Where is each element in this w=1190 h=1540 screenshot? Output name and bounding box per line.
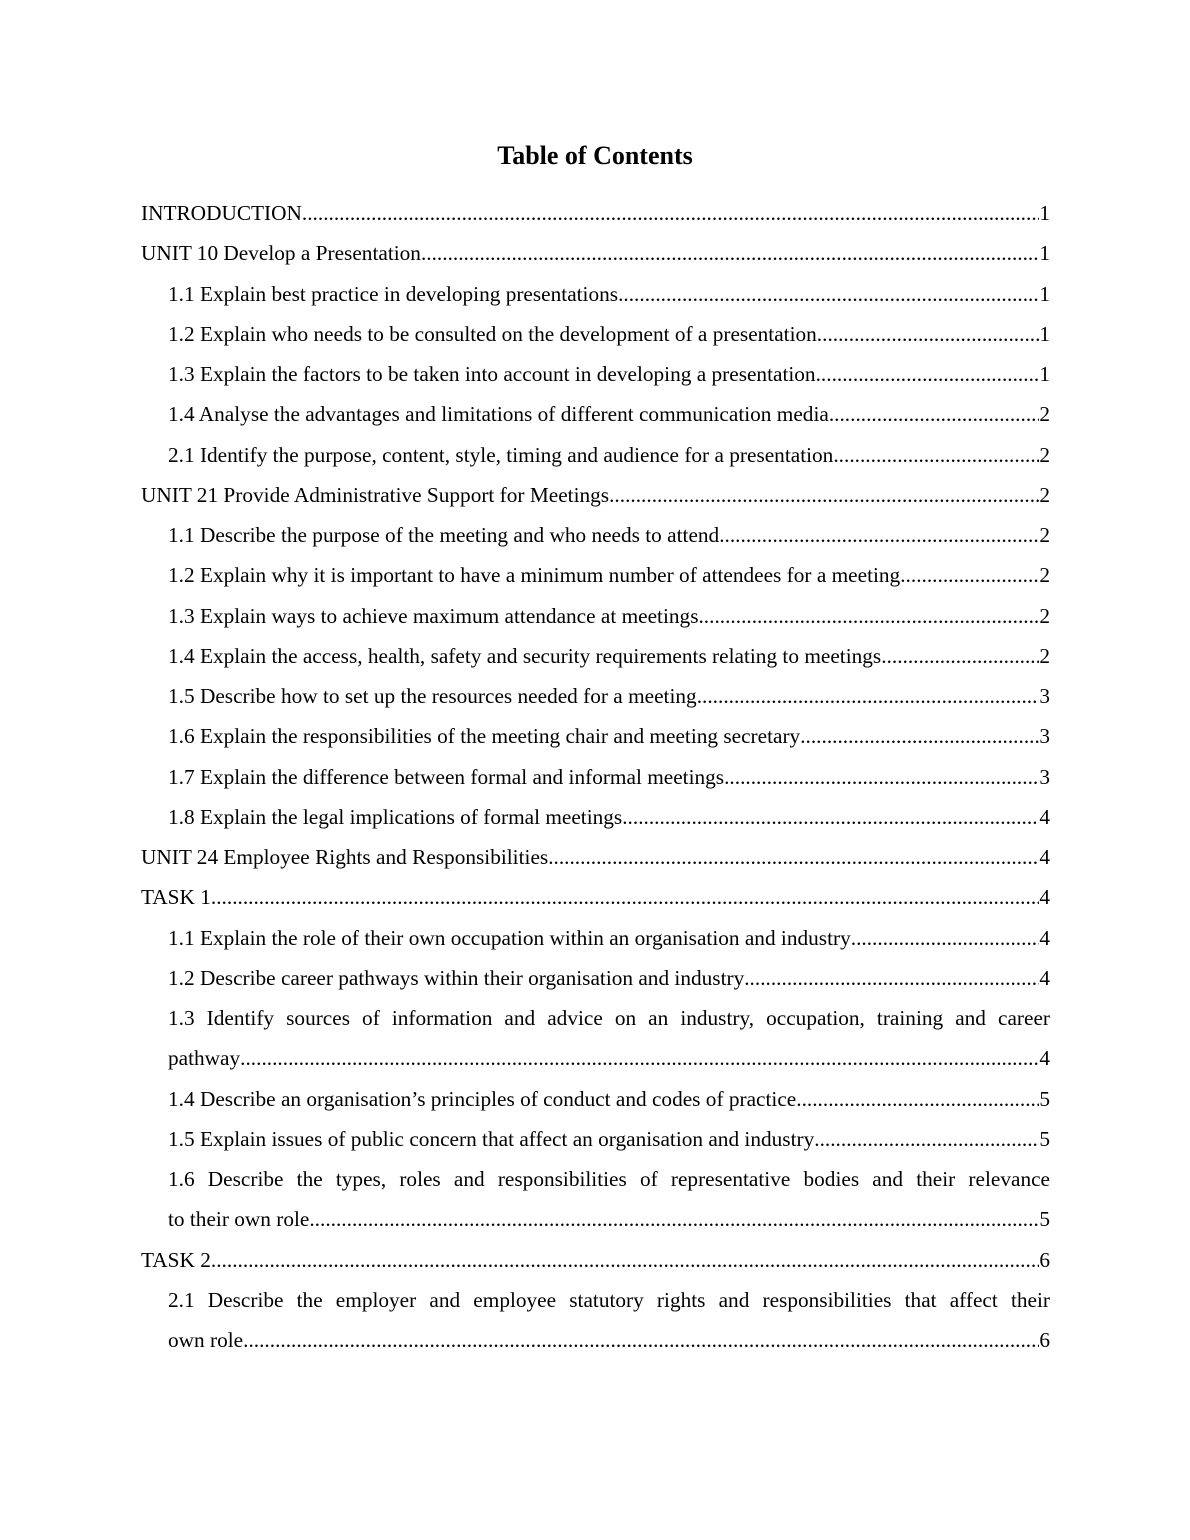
toc-entry-continuation bbox=[168, 1199, 1050, 1239]
toc-entry-label-cont: pathway bbox=[168, 1046, 241, 1071]
toc-page-number: 1 bbox=[1039, 362, 1050, 386]
toc-page-number: 1 bbox=[1039, 201, 1050, 225]
toc-entry-label: UNIT 10 Develop a Presentation bbox=[141, 241, 421, 266]
toc-entry[interactable] bbox=[141, 515, 1050, 555]
toc-page-number: 1 bbox=[1039, 281, 1050, 306]
toc-entry[interactable] bbox=[141, 958, 1050, 998]
toc-entry-label: TASK 1 bbox=[141, 885, 211, 910]
toc-entry-label: 1.7 Explain the difference between formal and informal meetings bbox=[168, 764, 725, 789]
toc-entry[interactable] bbox=[141, 797, 1050, 837]
toc-entry-label: 1.6 Describe the types, roles and responsibilities of representative bodies and their relevance bbox=[168, 1167, 1050, 1191]
toc-entry[interactable] bbox=[141, 555, 1050, 595]
toc-entry[interactable] bbox=[141, 354, 1050, 394]
toc-leader-dots bbox=[816, 354, 1040, 394]
toc-entry[interactable] bbox=[141, 1240, 1050, 1280]
toc-page-number: 6 bbox=[1039, 1328, 1050, 1352]
toc-leader-dots bbox=[744, 958, 1039, 998]
toc-page-number: 2 bbox=[1039, 402, 1050, 427]
toc-page-number: 4 bbox=[1039, 1046, 1050, 1071]
toc-entry[interactable] bbox=[141, 596, 1050, 636]
toc-entry[interactable] bbox=[141, 1079, 1050, 1119]
toc-entry-label: INTRODUCTION bbox=[141, 201, 302, 225]
toc-leader-dots bbox=[421, 233, 1039, 273]
toc-page-number: 2 bbox=[1039, 442, 1050, 467]
toc-leader-dots bbox=[302, 193, 1039, 233]
toc-page-number: 4 bbox=[1039, 965, 1050, 990]
toc-page-number: 5 bbox=[1039, 1207, 1050, 1232]
toc-entry[interactable] bbox=[141, 676, 1050, 716]
toc-page-number: 2 bbox=[1039, 603, 1050, 628]
toc-leader-dots bbox=[309, 1199, 1039, 1239]
toc-page-number: 5 bbox=[1039, 1086, 1050, 1111]
toc-leader-dots bbox=[548, 837, 1039, 877]
toc-leader-dots bbox=[243, 1320, 1039, 1360]
toc-entry-label: UNIT 24 Employee Rights and Responsibilities bbox=[141, 845, 549, 869]
toc-entry-label: 1.6 Explain the responsibilities of the meeting chair and meeting secretary bbox=[168, 724, 801, 749]
toc-leader-dots bbox=[829, 394, 1040, 434]
toc-page-number: 4 bbox=[1039, 885, 1050, 910]
toc-entry-label: UNIT 21 Provide Administrative Support for Meetings bbox=[141, 482, 610, 507]
toc-page-number: 4 bbox=[1039, 925, 1050, 950]
toc-entry-label: 2.1 Identify the purpose, content, style, timing and audience for a presentation bbox=[168, 442, 834, 467]
toc-entry-continuation bbox=[168, 1038, 1050, 1078]
toc-leader-dots bbox=[618, 274, 1039, 314]
toc-entry-continuation bbox=[168, 1320, 1050, 1360]
toc-leader-dots bbox=[724, 757, 1039, 797]
toc-entry[interactable] bbox=[141, 193, 1050, 233]
toc-entry[interactable] bbox=[141, 1280, 1050, 1361]
toc-entry[interactable] bbox=[141, 998, 1050, 1079]
toc-leader-dots bbox=[240, 1038, 1039, 1078]
toc-entry-label: 1.1 Explain best practice in developing presentations bbox=[168, 281, 619, 306]
toc-leader-dots bbox=[881, 636, 1039, 676]
toc-leader-dots bbox=[622, 797, 1039, 837]
toc-entry[interactable] bbox=[141, 233, 1050, 273]
toc-entry-label: 1.8 Explain the legal implications of formal meetings bbox=[168, 804, 623, 829]
toc-leader-dots bbox=[796, 1079, 1039, 1119]
page-title: Table of Contents bbox=[497, 141, 693, 170]
toc-entry-label: 1.4 Analyse the advantages and limitations of different communication media bbox=[168, 402, 829, 427]
toc-leader-dots bbox=[211, 1240, 1039, 1280]
toc-page-number: 2 bbox=[1039, 643, 1050, 668]
toc-leader-dots bbox=[851, 918, 1040, 958]
toc-leader-dots bbox=[800, 716, 1039, 756]
toc-page-number: 1 bbox=[1039, 241, 1050, 266]
toc-entry[interactable] bbox=[141, 394, 1050, 434]
toc-entry-label-cont: to their own role bbox=[168, 1207, 310, 1232]
toc-page-number: 6 bbox=[1039, 1247, 1050, 1272]
toc-page-number: 4 bbox=[1039, 845, 1050, 869]
toc-list bbox=[141, 193, 1050, 1360]
toc-entry[interactable] bbox=[141, 435, 1050, 475]
toc-leader-dots bbox=[697, 676, 1040, 716]
toc-page-number: 3 bbox=[1039, 684, 1050, 708]
toc-leader-dots bbox=[719, 515, 1039, 555]
toc-page-number: 3 bbox=[1039, 764, 1050, 789]
toc-leader-dots bbox=[833, 435, 1039, 475]
toc-entry-label: TASK 2 bbox=[141, 1247, 211, 1272]
toc-entry-label: 1.1 Describe the purpose of the meeting and who needs to attend bbox=[168, 523, 720, 547]
toc-entry-label: 1.5 Describe how to set up the resources needed for a meeting bbox=[168, 684, 697, 708]
toc-entry[interactable] bbox=[141, 1159, 1050, 1240]
toc-entry-label: 1.3 Explain ways to achieve maximum attendance at meetings bbox=[168, 603, 699, 628]
toc-entry[interactable] bbox=[141, 716, 1050, 756]
toc-entry-label: 1.3 Identify sources of information and advice on an industry, occupation, training and career bbox=[168, 1006, 1050, 1030]
toc-entry-label: 1.1 Explain the role of their own occupation within an organisation and industry bbox=[168, 925, 851, 950]
toc-entry[interactable] bbox=[141, 274, 1050, 314]
toc-page-number: 2 bbox=[1039, 563, 1050, 588]
toc-entry-label: 1.2 Describe career pathways within their organisation and industry bbox=[168, 965, 745, 990]
toc-leader-dots bbox=[698, 596, 1039, 636]
toc-entry-label: 1.2 Explain why it is important to have a minimum number of attendees for a meeting bbox=[168, 563, 901, 588]
toc-page-number: 4 bbox=[1039, 804, 1050, 829]
toc-entry[interactable] bbox=[141, 1119, 1050, 1159]
toc-entry-label: 1.4 Describe an organisation’s principles of conduct and codes of practice bbox=[168, 1086, 797, 1111]
toc-entry-label: 1.5 Explain issues of public concern that affect an organisation and industry bbox=[168, 1126, 815, 1151]
toc-entry[interactable] bbox=[141, 636, 1050, 676]
toc-entry[interactable] bbox=[141, 314, 1050, 354]
toc-entry-label: 1.4 Explain the access, health, safety and security requirements relating to meetings bbox=[168, 643, 882, 668]
toc-page-number: 2 bbox=[1039, 482, 1050, 507]
toc-entry[interactable] bbox=[141, 475, 1050, 515]
toc-page-number: 2 bbox=[1039, 523, 1050, 547]
toc-entry-label: 1.2 Explain who needs to be consulted on the development of a presentation bbox=[168, 321, 817, 346]
toc-entry[interactable] bbox=[141, 837, 1050, 877]
toc-entry-label: 1.3 Explain the factors to be taken into account in developing a presentation bbox=[168, 362, 816, 386]
toc-entry-label-cont: own role bbox=[168, 1328, 244, 1352]
toc-entry[interactable] bbox=[141, 877, 1050, 917]
toc-leader-dots bbox=[817, 314, 1040, 354]
toc-page-number: 5 bbox=[1039, 1126, 1050, 1151]
toc-leader-dots bbox=[814, 1119, 1039, 1159]
toc-leader-dots bbox=[609, 475, 1039, 515]
toc-page-number: 3 bbox=[1039, 724, 1050, 749]
toc-entry[interactable] bbox=[141, 757, 1050, 797]
toc-entry[interactable] bbox=[141, 918, 1050, 958]
toc-page-number: 1 bbox=[1039, 321, 1050, 346]
toc-leader-dots bbox=[211, 877, 1039, 917]
toc-entry-label: 2.1 Describe the employer and employee statutory rights and responsibilities that affect their bbox=[168, 1287, 1050, 1312]
toc-leader-dots bbox=[900, 555, 1039, 595]
